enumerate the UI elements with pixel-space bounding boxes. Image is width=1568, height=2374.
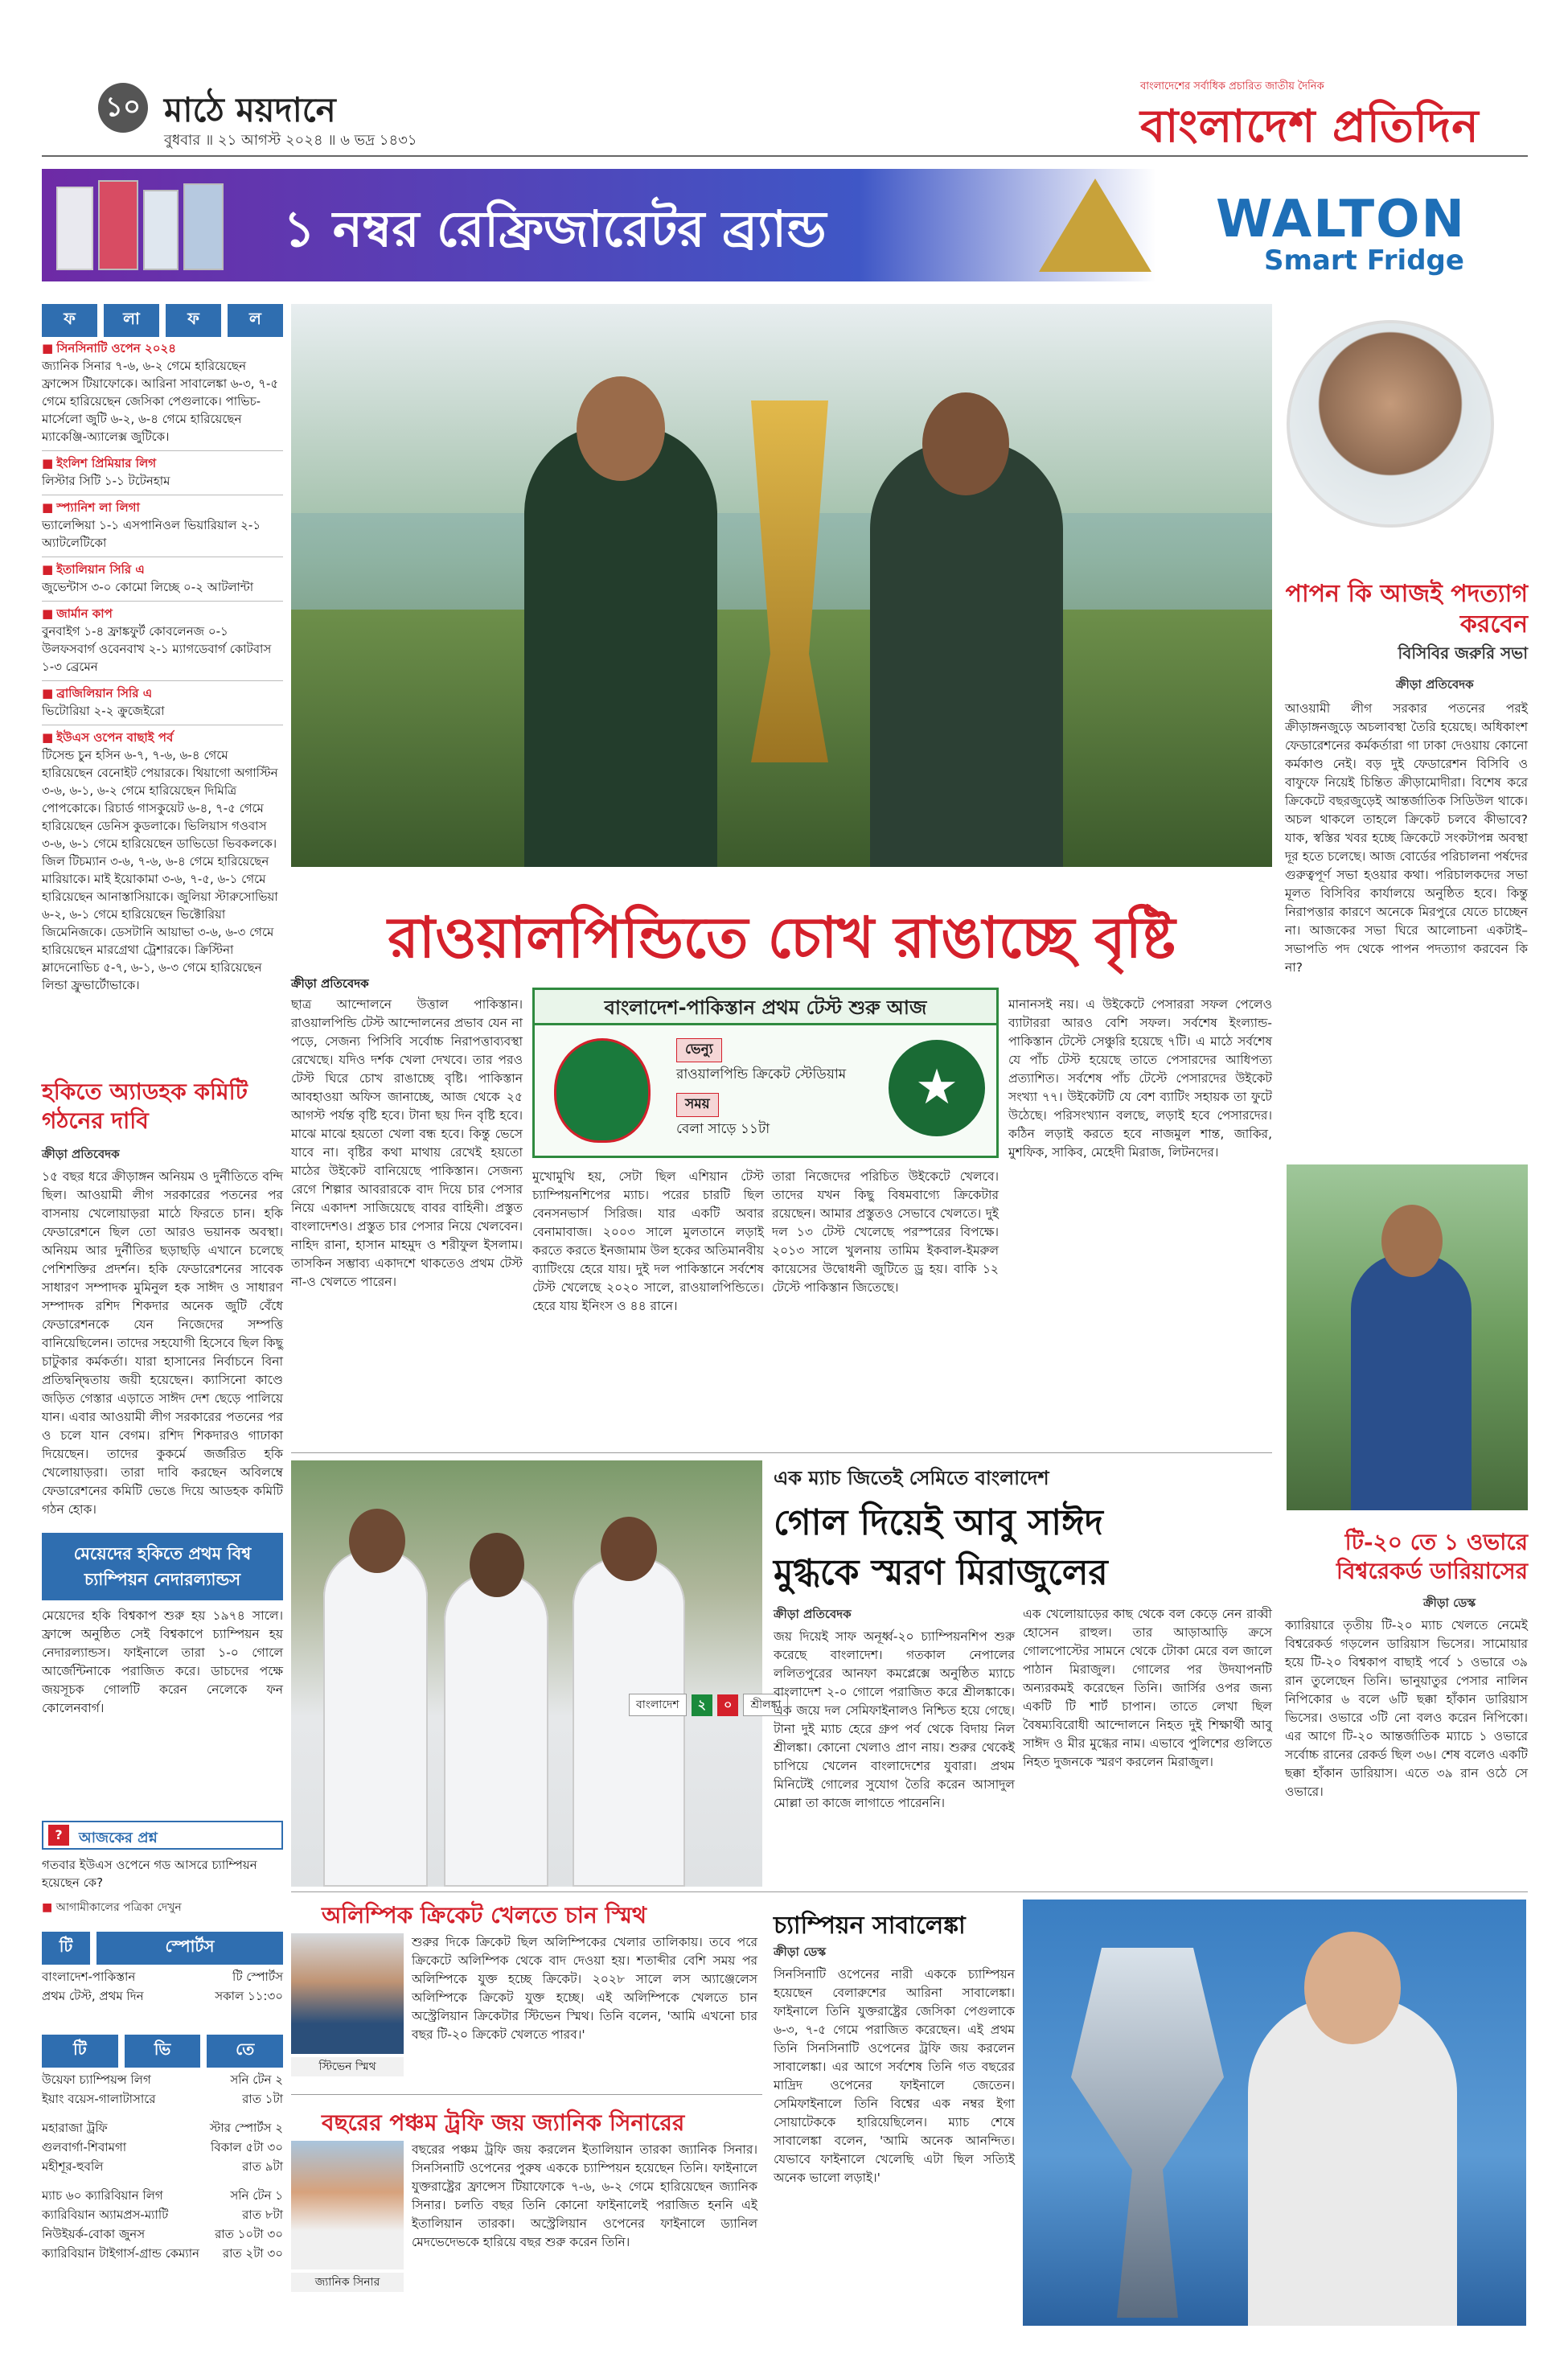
lead-col-1: ছাত্র আন্দোলনে উত্তাল পাকিস্তান। রাওয়ালপিন্ডি টেস্ট আন্দোলনের প্রভাব যেন না পড়ে, সেজন্য পিসিবি সর্বোচ্চ নিরাপত্তাব্যবস্থা রেখেছে। যদিও দর্শক খেলা দেখবে। তার পরও টেস্ট ঘিরে চোখ রাঙাচ্ছে বৃষ্টি। পাকিস্তান আবহাওয়া অফিস জানাচ্ছে, আজ থেকে ২৫ আগস্ট পর্যন্ত বৃষ্টি হবে। টানা ছয় দিন বৃষ্টি হবে। মাঝে মাঝে হয়তো খেলা বন্ধ হবে। কিন্তু ভেসে যাবে না। বৃষ্টির কথা মাথায় রেখেই হয়তো মাঠের উইকেট বানিয়েছে পাকিস্তান। সেজন্য রেগে শিল্পার আবরারকে বাদ দিয়ে চার পেসার নিয়ে একাদশ সাজিয়েছে বাবর বাহিনী। প্রস্তুত বাংলাদেশও। প্রস্তুত চার পেসার নিয়ে খেলবেন। নাহিদ রানা, হাসান মাহমুদ ও শরীফুল ইসলাম। তাসকিন সম্ভাব্য একাদশে থাকতেও প্রথম টেস্ট না-ও খেলতে পারেন। xyxy=(291,997,523,1289)
lead-infobox xyxy=(532,988,999,1158)
walton-ad[interactable] xyxy=(42,169,1528,281)
tsports-list: বাংলাদেশ-পাকিস্তান টি স্পোর্টস প্রথম টেস্ট, প্রথম দিন সকাল ১১:৩০ xyxy=(42,1969,283,2003)
sabalenka-byline: ক্রীড়া ডেস্ক xyxy=(774,1945,827,1959)
papon-body: আওয়ামী লীগ সরকার পতনের পরই ক্রীড়াঙ্গনজুড়ে অচলাবস্থা তৈরি হয়েছে। অধিকাংশ ফেডারেশনের কর্মকর্তারা গা ঢাকা দেওয়ায় কোনো কর্মকাণ্ড নেই। বড় দুই ফেডারেশন বিসিবি ও বাফুফে নিয়েই চিন্তিত ক্রীড়ামোদীরা। বিশেষ করে ক্রিকেটে বছরজুড়েই আন্তর্জাতিক সিডিউল থাকে। অচল থাকলে তাহলে ক্রিকেট চলবে কীভাবে? যাক, স্বস্তির খবর হচ্ছে ক্রিকেটে সংকটাপন্ন অবস্থা দূর হতে চলেছে। আজ বোর্ডের পরিচালনা পর্ষদের গুরুত্বপূর্ণ সভা হওয়ার কথা। পরিচালকদের সভা মূলত বিসিবির কার্যালয়ে অনুষ্ঠিত হবে। কিন্তু নিরাপত্তার কারণে অনেকে মিরপুরে যেতে চাচ্ছেন না। আজকের সভা ঘিরে আলোচনা একটাই–সভাপতি পদ থেকে পাপন পদত্যাগ করবেন কি না? xyxy=(1285,701,1528,975)
results-list xyxy=(42,336,283,999)
venue-label: ভেন্যু xyxy=(676,1038,722,1062)
hockey-headline: হকিতে অ্যাডহক কমিটি গঠনের দাবি xyxy=(42,1078,248,1134)
trophy-icon xyxy=(1071,1948,1224,2318)
section-title: মাঠে ময়দানে xyxy=(164,90,336,129)
football-headline-1: গোল দিয়েই আবু সাঈদ xyxy=(774,1502,1103,1543)
divider xyxy=(291,2094,762,2095)
tv-row: ক্যারিবিয়ান টাইগার্স-গ্রান্ড কেম্যান রাত ২টা ৩০ xyxy=(42,2246,283,2261)
masthead-logo: বাংলাদেশ প্রতিদিন xyxy=(1140,100,1480,153)
darius-photo xyxy=(1287,1164,1528,1510)
masthead-tagline: বাংলাদেশের সর্বাধিক প্রচারিত জাতীয় দৈনিক xyxy=(1140,80,1324,92)
result-item: ■ সিনসিনাটি ওপেন ২০২৪ জ্যানিক সিনার ৭-৬, ৬-২ গেমে হারিয়েছেন ফ্রান্সেস টিয়াফোকে। আরিনা সাবালেঙ্কা ৬-৩, ৭-৫ গেমে হারিয়েছেন জেসিকা পেগুলাকে। পাভিচ-মার্সেলো জুটি ৬-২, ৬-৪ গেমে হারিয়েছেন ম্যাকেঞ্জি-অ্যালেক্স জুটিকে। xyxy=(42,336,283,451)
divider xyxy=(291,1891,1528,1892)
venue-value: রাওয়ালপিন্ডি ক্রিকেট স্টেডিয়াম xyxy=(676,1066,847,1082)
tv-row: মহীশূর-হুবলি রাত ৯টা xyxy=(42,2159,283,2174)
tv-title: টি ভি তে xyxy=(42,2035,283,2068)
lead-byline: ক্রীড়া প্রতিবেদক xyxy=(291,976,369,991)
results-title: ফ লা ফ ল xyxy=(42,304,283,337)
score-left: ২ xyxy=(692,1694,712,1716)
lead-headline: রাওয়ালপিন্ডিতে চোখ রাঙাচ্ছে বৃষ্টি xyxy=(388,904,1176,971)
tsports-title: টি স্পোর্টস xyxy=(42,1932,283,1965)
tv-row: ক্যারিবিয়ান অ্যামপ্রস-ম্যাটি রাত ৮টা xyxy=(42,2208,283,2222)
player-left xyxy=(524,425,717,867)
question-note: ■ আগামীকালের পত্রিকা দেখুন xyxy=(42,1901,182,1914)
time-label: সময় xyxy=(676,1093,719,1117)
football-photo xyxy=(291,1460,782,1887)
tv-row: ইয়াং বয়েস-গালাটাসারে রাত ১টা xyxy=(42,2092,283,2106)
football-byline: ক্রীড়া প্রতিবেদক xyxy=(774,1607,852,1621)
ad-product: Smart Fridge xyxy=(1264,244,1464,277)
papon-headline: পাপন কি আজই পদত্যাগ করবেন xyxy=(1285,580,1528,639)
page-number-badge: ১০ xyxy=(98,83,148,133)
result-item: ■ স্প্যানিশ লা লিগা ভ্যালেন্সিয়া ১-১ এসপানিওল ভিয়ারিয়াল ২-১ অ্যাটলেটিকো xyxy=(42,495,283,557)
score-team-right: শ্রীলঙ্কা xyxy=(743,1694,788,1716)
score-team-left: বাংলাদেশ xyxy=(629,1694,687,1716)
result-item: ■ ব্রাজিলিয়ান সিরি এ ভিটোরিয়া ২-২ ক্রুজেইরো xyxy=(42,681,283,725)
tv-row: নিউইয়র্ক-বোকা জুনস রাত ১০টা ৩০ xyxy=(42,2227,283,2241)
header-date: বুধবার ॥ ২১ আগস্ট ২০২৪ ॥ ৬ ভদ্র ১৪৩১ xyxy=(164,132,417,149)
player-right xyxy=(870,441,1063,867)
football-col-1: জয় দিয়েই সাফ অনূর্ধ্ব-২০ চ্যাম্পিয়নশিপ শুরু করেছে বাংলাদেশ। গতকাল নেপালের ললিতপুরের আনফা কমপ্লেক্সে অনুষ্ঠিত ম্যাচে বাংলাদেশ ২-০ গোলে পরাজিত করে শ্রীলঙ্কাকে। এক জয়ে দল সেমিফাইনালও নিশ্চিত হয়ে গেছে। টানা দুই ম্যাচ হেরে গ্রুপ পর্ব থেকে বিদায় নিল শ্রীলঙ্কা। কোনো খেলাও প্রাণ নায়। শুরুর থেকেই চাপিয়ে খেলেন বাংলাদেশের যুবারা। প্রথম মিনিটেই গোলের সুযোগ তৈরি করেন আসাদুল মোল্লা তা কাজে লাগাতে পারেননি। xyxy=(774,1629,1015,1810)
tv-row: গুলবার্গা-শিবামগা বিকাল ৫টা ৩০ xyxy=(42,2140,283,2154)
walton-logo: WALTON xyxy=(1216,190,1467,249)
infobox-title: বাংলাদেশ-পাকিস্তান প্রথম টেস্ট শুরু আজ xyxy=(535,990,996,1025)
papon-byline: ক্রীড়া প্রতিবেদক xyxy=(1396,677,1474,692)
time-value: বেলা সাড়ে ১১টা xyxy=(676,1121,770,1137)
olympic-body: শুরুর দিকে ক্রিকেট ছিল অলিম্পিকের খেলার তালিকায়। তবে পরে ক্রিকেটে অলিম্পিক থেকে বাদ দেওয়া হয়। শতাব্দীর বেশি সময় পর অলিম্পিকে যুক্ত হচ্ছে ক্রিকেট। ২০২৮ সালে লস অ্যাঞ্জেলেস অলিম্পিকে ক্রিকেট যুক্ত হচ্ছে। এই অলিম্পিকে খেলতে চান অস্ট্রেলিয়ান ক্রিকেটার স্টিভেন স্মিথ। তিনি বলেন, 'আমি এখনো চার বছর টি-২০ ক্রিকেট খেলতে পারব।' xyxy=(412,1935,757,2042)
sinner-headline: বছরের পঞ্চম ট্রফি জয় জ্যানিক সিনারের xyxy=(322,2109,685,2136)
score-right: ০ xyxy=(717,1694,738,1716)
hockey-byline: ক্রীড়া প্রতিবেদক xyxy=(42,1147,120,1161)
fridge-illustration xyxy=(56,180,225,270)
sabalenka-headline: চ্যাম্পিয়ন সাবালেঙ্কা xyxy=(774,1912,966,1940)
darius-body: ক্যারিয়ারে তৃতীয় টি-২০ ম্যাচ খেলতে নেমেই বিশ্বরেকর্ড গড়লেন ডারিয়াস ভিসের। সামোয়ার হয়ে টি-২০ বিশ্বকাপ বাছাই পর্বে ১ ওভারে ৩৯ রান তুলেছেন তিনি। ভানুয়াতুর পেসার নালিন নিপিকোর ৬ বলে ৬টি ছক্কা হাঁকান ডারিয়াস ভিসের। ওভারে ৩টি নো বলও করেন নিপিকো। এর আগে টি-২০ আন্তর্জাতিক ম্যাচে ১ ওভারে সর্বোচ্চ রানের রেকর্ড ছিল ৩৬। শেষ বলেও একটি ছক্কা হাঁকান ডারিয়াস। এতে ৩৯ রান ওঠে সে ওভারে। xyxy=(1285,1618,1528,1799)
lead-photo-captains-trophy xyxy=(291,304,1272,867)
papon-sub: বিসিবির জরুরি সভা xyxy=(1398,643,1528,663)
lead-col-2: মুখোমুখি হয়, সেটা ছিল এশিয়ান টেস্ট চ্যাম্পিয়নশিপের ম্যাচ। পরের চারটি ছিল বেনসনভার্স সিরিজ। যার একটি অবার বেনামাবাজ। ২০০৩ সালে মুলতানে লড়াই করতে করতে ইনজামাম উল হকের অতিমানবীয় ব্যাটিংয়ে হেরে যায়। দুই দল পাকিস্তানে সর্বশেষ টেস্ট খেলেছে ২০২০ সালে, রাওয়ালপিন্ডিতে। হেরে যায় ইনিংস ও ৪৪ রানে। xyxy=(532,1169,764,1313)
result-item: ■ ইউএস ওপেন বাছাই পর্ব টিসেন্ড চুন হসিন ৬-৭, ৭-৬, ৬-৪ গেমে হারিয়েছেন বেনোইট পেয়ারকে। থিয়াগো অগাস্টিন ৩-৬, ৬-১, ৬-২ গেমে হারিয়েছেন দিমিত্রি পোপকোকে। রিচার্ড গাসকুয়েট ৬-৪, ৭-৫ গেমে হারিয়েছেন ডেনিস কুডলাকে। ভিলিয়াস গওবাস ৩-৬, ৬-১ গেমে হারিয়েছেন ডাভিডো ভিবকলকে। জিল টিচম্যান ৩-৬, ৭-৬, ৬-৪ গেমে হারিয়েছেন মারিয়াকে। মাই ইয়োকামা ৩-৬, ৭-৫, ৬-১ গেমে হারিয়েছেন আনাস্তাসিয়াকে। জুলিয়া স্টারুসোভিয়া ৬-২, ৬-১ গেমে হারিয়েছেন ভিক্টোরিয়া জিমেনিজকে। ডেসটানি আয়াভা ৩-৬, ৬-৩ গেমে হারিয়েছেন মারগ্রেথা ট্রেশারকে। ক্রিস্টিনা ম্লাদেনোভিচ ৫-৭, ৬-১, ৬-৩ গেমে হারিয়েছেন লিন্ডা ফ্রুভার্টোভাকে। xyxy=(42,730,278,992)
tv-list xyxy=(42,2070,283,2263)
darius-headline: টি-২০ তে ১ ওভারে বিশ্বরেকর্ড ডারিয়াসের xyxy=(1336,1529,1528,1584)
result-item: ■ জার্মান কাপ বুনবাইগ ১-৪ ফ্রাঙ্কফুর্ট কোবলেনজ ০-১ উলফসবার্গ ওবেনবাখ ২-১ ম্যাগডেবার্গ কোটবাস ১-৩ ব্রেমেন xyxy=(42,602,283,681)
papon-photo xyxy=(1287,320,1494,528)
sinner-photo xyxy=(291,2141,404,2269)
result-item: ■ ইংলিশ প্রিমিয়ার লিগ লিস্টার সিটি ১-১ টটেনহাম xyxy=(42,451,283,495)
sabalenka-body: সিনসিনাটি ওপেনের নারী এককে চ্যাম্পিয়ন হয়েছেন বেলারুশের আরিনা সাবালেঙ্কা। ফাইনালে তিনি যুক্তরাষ্ট্রের জেসিকা পেগুলাকে ৬-৩, ৭-৫ গেমে পরাজিত করেছেন। এই প্রথম তিনি সিনসিনাটি ওপেনের ট্রফি জয় করলেন সাবালেঙ্কা। এর আগে সর্বশেষ তিনি গত বছরের মাদ্রিদ ওপেনের ফাইনালে জেতেন। সেমিফাইনালে তিনি বিশ্বের এক নম্বর ইগা সোয়াটেককে হারিয়েছিলেন। ম্যাচ শেষে সাবালেঙ্কা বলেন, 'আমি অনেক আনন্দিত। যেভাবে ফাইনালে খেলেছি এটা ছিল সত্যিই অনেক ভালো লড়াই।' xyxy=(774,1967,1015,2185)
header-rule xyxy=(42,155,1528,157)
divider xyxy=(291,1452,1272,1453)
bcb-logo-icon xyxy=(554,1038,651,1143)
darius-byline: ক্রীড়া ডেস্ক xyxy=(1423,1596,1476,1610)
tv-row: উয়েফা চ্যাম্পিয়ন্স লিগ সনি টেন ২ xyxy=(42,2072,283,2087)
pcb-logo-icon: ★ xyxy=(889,1040,985,1136)
football-kicker: এক ম্যাচ জিতেই সেমিতে বাংলাদেশ xyxy=(774,1467,1049,1489)
tv-row: মহারাজা ট্রফি স্টার স্পোর্টস ২ xyxy=(42,2121,283,2135)
question-icon: ? xyxy=(48,1825,69,1846)
lead-col-4: মানানসই নয়। এ উইকেটে পেসাররা সফল পেলেও ব্যাটাররা আরও বেশি সফল। সর্বশেষ ইংল্যান্ড-পাকিস্তান টেস্টে সেঞ্চুরি হয়েছে ৭টি। এ মাঠে সর্বশেষ যে পাঁচ টেস্ট হয়েছে তাতে পেসারদের আধিপত্য প্রত্যাশিত। সর্বশেষ পাঁচ টেস্টে পেসারদের উইকেট সংখ্যা ৭৭। উইকেটটি যে বেশ ব্যাটিং সহায়ক তা ফুটে উঠেছে। পরিসংখ্যান বলছে, লড়াই হবে পেসারদের। কঠিন লড়াই করতে হবে নাজমুল শান্ত, জাকির, মুশফিক, সাকিব, মেহেদী মিরাজ, লিটনদের। xyxy=(1008,997,1272,1160)
football-headline-2: মুগ্ধকে স্মরণ মিরাজুলের xyxy=(774,1552,1108,1593)
smith-photo xyxy=(291,1933,404,2054)
sinner-body: বছরের পঞ্চম ট্রফি জয় করলেন ইতালিয়ান তারকা জ্যানিক সিনার। সিনসিনাটি ওপেনের পুরুষ এককে চ্যাম্পিয়ন হয়েছেন তিনি। ফাইনালে যুক্তরাষ্ট্রের ফ্রান্সেস টিয়াফোকে ৭-৬, ৬-২ গেমে হারিয়েছেন জ্যানিক সিনার। চলতি বছর তিনি কোনো ফাইনালেই পরাজিত হননি এই ইতালিয়ান তারকা। অস্ট্রেলিয়ান ওপেনের ফাইনালে ড্যানিল মেদভেদেভকে হারিয়ে বছর শুরু করেন তিনি। xyxy=(412,2142,757,2249)
football-col-2: এক খেলোয়াড়ের কাছ থেকে বল কেড়ে নেন রাব্বী হোসেন রাহুল। তার আড়াআড়ি ক্রসে গোলপোস্টের সামনে থেকে টোকা মেরে বল জালে পাঠান মিরাজুল। গোলের পর উদযাপনটি অন্যরকমই করেছেন তিনি। জার্সির ওপর জন্য একটি টি শার্ট চাপান। তাতে লেখা ছিল বৈষম্যবিরোধী আন্দোলনে নিহত দুই শিক্ষার্থী আবু সাঈদ ও মীর মুগ্ধের নাম। এভাবে পুলিশের গুলিতে নিহত দুজনকে স্মরণ করলেন মিরাজুল। xyxy=(1023,1607,1272,1769)
scoreboard xyxy=(629,1694,788,1716)
award-triangle-icon xyxy=(1039,179,1151,272)
question-box xyxy=(42,1821,283,1850)
womens-hockey-headline-box: মেয়েদের হকিতে প্রথম বিশ্ব চ্যাম্পিয়ন নেদারল্যান্ডস xyxy=(42,1533,283,1600)
hockey-body: ১৫ বছর ধরে ক্রীড়াঙ্গন অনিয়ম ও দুর্নীতিতে বন্দি ছিল। আওয়ামী লীগ সরকারের পতনের পর বাসনায় খেলোয়াড়রা মাঠে ফিরতে চান। হকি ফেডারেশনে ছিল তো আরও ভয়ানক অবস্থা। অনিয়ম আর দুর্নীতির ছড়াছড়ি এখানে চলেছে পেশিশক্তির প্রদর্শন। হকি ফেডারেশনের সাবেক সাধারণ সম্পাদক মুমিনুল হক সাঈদ ও সাধারণ সম্পাদক রশিদ শিকদার অনেক জুটি বেঁধে ফেডারেশনকে যেন নিজেদের সম্পত্তি বানিয়েছিলেন। তাদের সহযোগী হিসেবে ছিল কিছু চাটুকার কর্মকর্তা। যারা হাসানের নির্বাচনে বিনা প্রতিদ্বন্দ্বিতায় জয়ী হয়েছেন। ক্যাসিনো কাণ্ডে জড়িত গেস্তার এড়াতে সাঈদ দেশ ছেড়ে পালিয়ে যান। এবার আওয়ামী লীগ সরকারের পতনের পর ও চলে যান বেগম। রশিদ শিকদারও গাঢাকা দিয়েছেন। তাদের কুকর্মে জর্জরিত হকি খেলোয়াড়রা। তারা দাবি করছেন অবিলম্বে ফেডারেশনের কমিটি ভেঙে দিয়ে আডহক কমিটি গঠন হোক। xyxy=(42,1169,283,1517)
olympic-headline: অলিম্পিক ক্রিকেট খেলতে চান স্মিথ xyxy=(322,1902,647,1928)
lead-col-3: তারা নিজেদের পরিচিত উইকেটে খেলবে। তাদের যখন কিছু বিষমবাগ্যে ক্রিকেটার রয়েছেন। আমার প্রস্তুতও সেভাবে খেলতে। দুই দল ১৩ টেস্ট খেলেছে পরস্পরের বিপক্ষে। ২০১৩ সালে খুলনায় তামিম ইকবাল-ইমরুল কায়েসের উদ্বোধনী জুটিতে ড্র হয়। বাকি ১২ টেস্টে পাকিস্তান জিতেছে। xyxy=(772,1169,999,1295)
smith-caption: স্টিভেন স্মিথ xyxy=(291,2057,404,2076)
ad-tagline: ১ নম্বর রেফ্রিজারেটর ব্র্যান্ড xyxy=(283,199,827,258)
womens-hockey-body: মেয়েদের হকি বিশ্বকাপ শুরু হয় ১৯৭৪ সালে। ফ্রান্সে অনুষ্ঠিত সেই বিশ্বকাপে চ্যাম্পিয়ন হয় নেদারল্যান্ডস। ফাইনালে তারা ১-০ গোলে আর্জেন্টিনাকে পরাজিত করে। ডাচদের পক্ষে জয়সূচক গোলটি করেন নেলেকে ফন কোলেনবার্গ। xyxy=(42,1608,283,1715)
result-item: ■ ইতালিয়ান সিরি এ জুভেন্টাস ৩-০ কোমো লিচ্ছে ০-২ আটলান্টা xyxy=(42,557,283,602)
sinner-caption: জ্যানিক সিনার xyxy=(291,2273,404,2292)
question-body: গতবার ইউএস ওপেনে গড আসরে চ্যাম্পিয়ন হয়েছেন কে? xyxy=(42,1858,257,1890)
question-title: আজকের প্রশ্ন xyxy=(79,1830,158,1846)
tv-row: ম্যাচ ৬০ ক্যারিবিয়ান লিগ সনি টেন ১ xyxy=(42,2188,283,2203)
sabalenka-photo xyxy=(1023,1900,1526,2326)
